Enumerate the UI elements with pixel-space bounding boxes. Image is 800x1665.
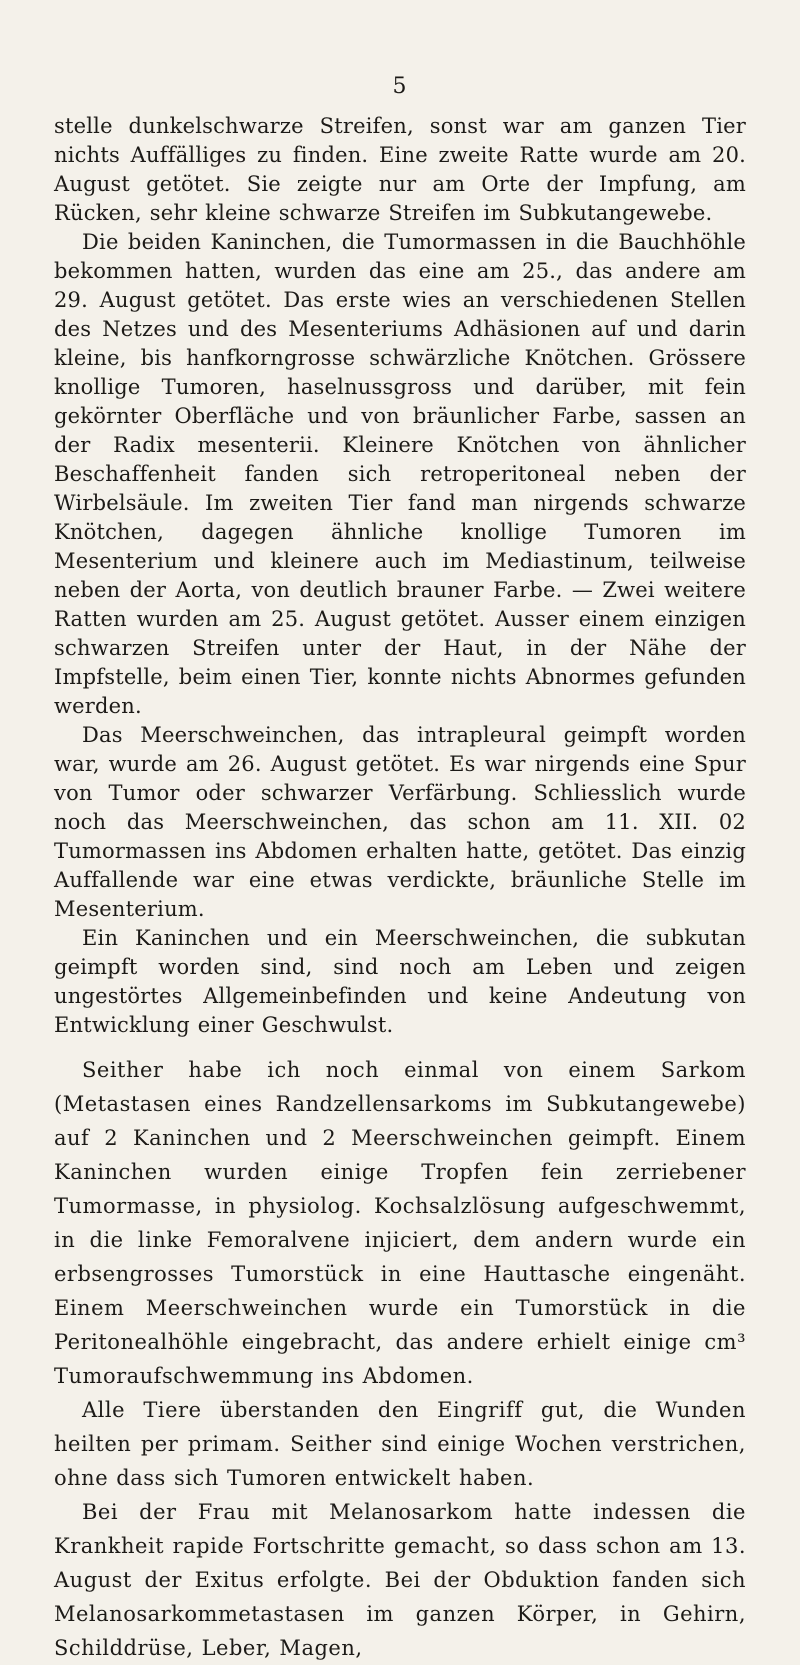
page-number: 5 bbox=[392, 74, 408, 99]
paragraph-3: Das Meerschweinchen, das intrapleural geimpft worden war, wurde am 26. August getötet. Es war nirgends eine Spur von Tumor oder schwarzer Verfärbung. Schliesslich wurde noch das Meerschweinchen, das schon am 11. XII. 02 Tumormassen ins Abdomen erhalten hatte, getötet. Das einzig Auffallende war eine etwas verdickte, bräunliche Stelle im Mesenterium. bbox=[54, 723, 746, 921]
paragraph-6: Alle Tiere überstanden den Eingriff gut, die Wunden heilten per primam. Seither sind einige Wochen verstrichen, ohne dass sich Tumoren entwickelt haben. bbox=[54, 1398, 746, 1490]
paragraph-7: Bei der Frau mit Melanosarkom hatte indessen die Krankheit rapide Fortschritte gemacht, so dass schon am 13. August der Exitus erfolgte. Bei der Obduktion fanden sich Melanosarkommetastasen im ganzen Körper, in Gehirn, Schilddrüse, Leber, Magen, bbox=[54, 1500, 746, 1660]
paragraph-4: Ein Kaninchen und ein Meerschweinchen, die subkutan geimpft worden sind, sind noch am Leben und zeigen ungestörtes Allgemeinbefinden und keine Andeutung von Entwicklung einer Geschwulst. bbox=[54, 926, 746, 1037]
paragraph-1: stelle dunkelschwarze Streifen, sonst war am ganzen Tier nichts Auffälliges zu finden. Eine zweite Ratte wurde am 20. August getötet. Sie zeigte nur am Orte der Impfung, am Rücken, sehr kleine schwarze Streifen im Subkutangewebe. bbox=[54, 114, 746, 225]
paragraph-2: Die beiden Kaninchen, die Tumormassen in die Bauchhöhle bekommen hatten, wurden das eine am 25., das andere am 29. August getötet. Das erste wies an verschiedenen Stellen des Netzes und des Mesenteriums Adhäsionen auf und darin kleine, bis hanfkorngrosse schwärzliche Knötchen. Grössere knollige Tumoren, haselnussgross und darüber, mit fein gekörnter Oberfläche und von bräunlicher Farbe, sassen an der Radix mesenterii. Kleinere Knötchen von ähnlicher Beschaffenheit fanden sich retroperitoneal neben der Wirbelsäule. Im zweiten Tier fand man nirgends schwarze Knötchen, dagegen ähnliche knollige Tumoren im Mesenterium und kleinere auch im Mediastinum, teilweise neben der Aorta, von deutlich brauner Farbe. — Zwei weitere Ratten wurden am 25. August getötet. Ausser einem einzigen schwarzen Streifen unter der Haut, in der Nähe der Impfstelle, beim einen Tier, konnte nichts Abnormes gefunden werden. bbox=[54, 230, 746, 718]
paragraph-5: Seither habe ich noch einmal von einem Sarkom (Metastasen eines Randzellensarkoms im Subkutangewebe) auf 2 Kaninchen und 2 Meerschweinchen geimpft. Einem Kaninchen wurden einige Tropfen fein zerriebener Tumormasse, in physiolog. Kochsalzlösung aufgeschwemmt, in die linke Femoralvene injiciert, dem andern wurde ein erbsengrosses Tumorstück in eine Hauttasche eingenäht. Einem Meerschweinchen wurde ein Tumorstück in die Peritonealhöhle eingebracht, das andere erhielt einige cm³ Tumoraufschwemmung ins Abdomen. bbox=[54, 1058, 746, 1388]
body-text bbox=[54, 112, 746, 1665]
